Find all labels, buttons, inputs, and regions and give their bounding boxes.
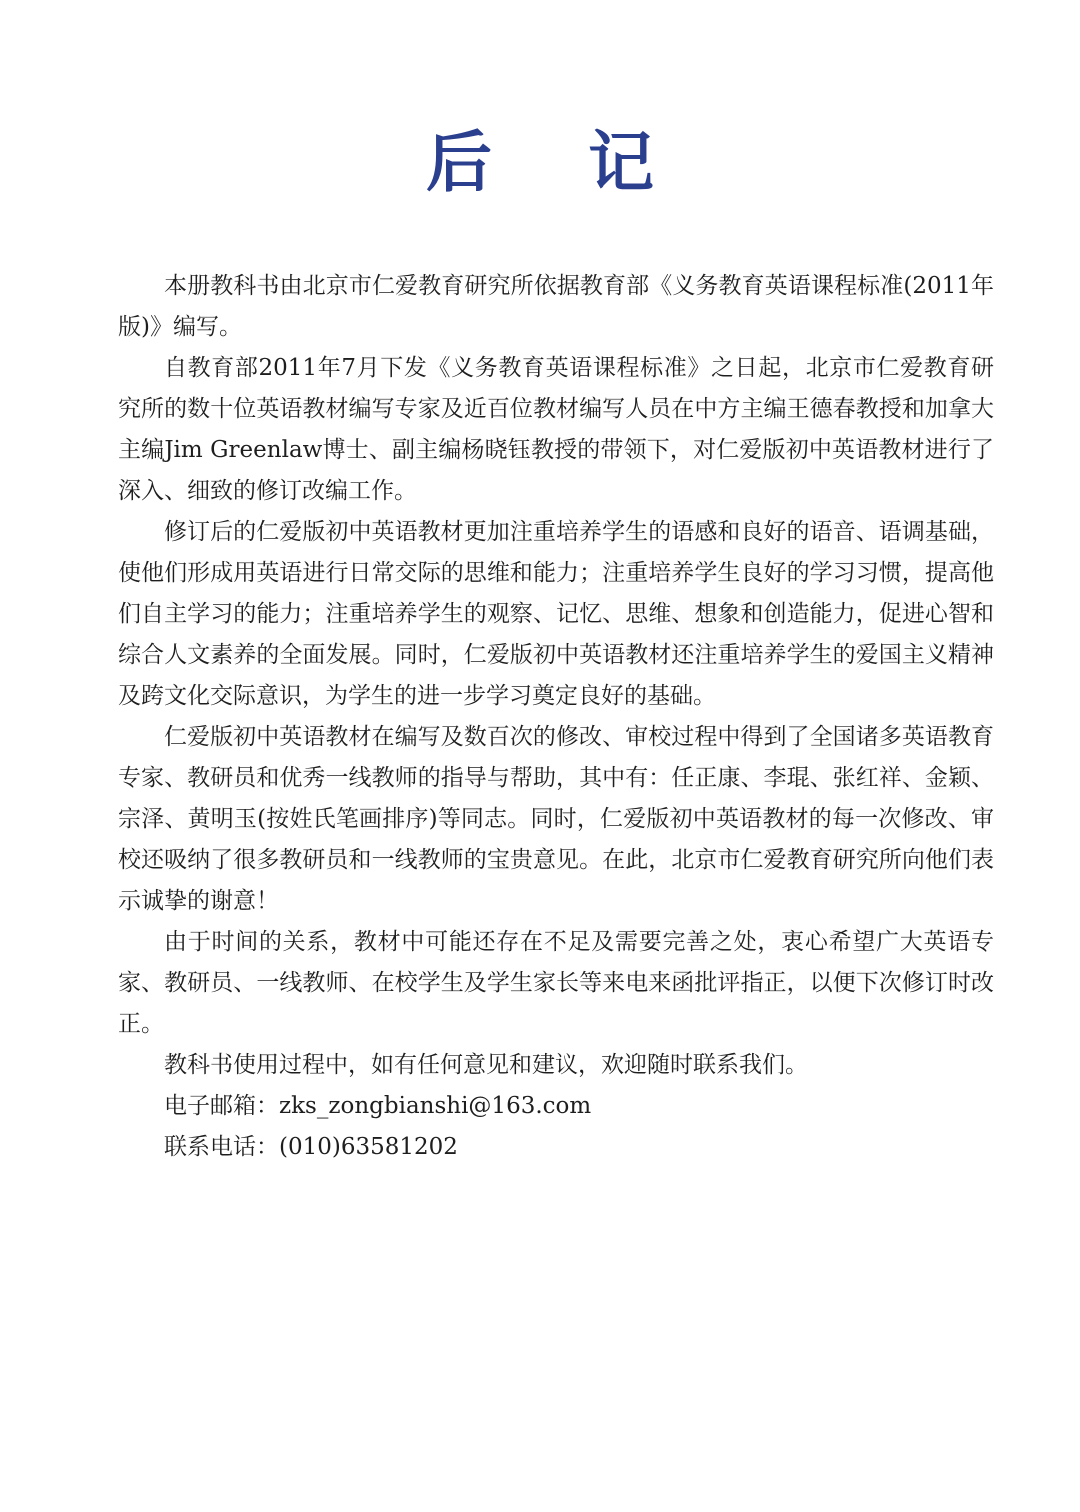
contact-email: 电子邮箱：zks_zongbianshi@163.com (164, 1093, 592, 1119)
paragraph: 自教育部2011年7月下发《义务教育英语课程标准》之日起，北京市仁爱教育研究所的数十位英语教材编写专家及近百位教材编写人员在中方主编王德春教授和加拿大主编Jim Greenlaw博士、副主编杨晓钰教授的带领下，对仁爱版初中英语教材进行了深入、细致的修订改编工作。 (118, 355, 994, 504)
paragraph: 由于时间的关系，教材中可能还存在不足及需要完善之处，衷心希望广大英语专家、教研员、一线教师、在校学生及学生家长等来电来函批评指正，以便下次修订时改正。 (118, 929, 994, 1037)
page-title: 后记 (426, 124, 750, 201)
paragraph: 仁爱版初中英语教材在编写及数百次的修改、审校过程中得到了全国诸多英语教育专家、教研员和优秀一线教师的指导与帮助，其中有：任正康、李琨、张红祥、金颖、宗泽、黄明玉(按姓氏笔画排序)等同志。同时，仁爱版初中英语教材的每一次修改、审校还吸纳了很多教研员和一线教师的宝贵意见。在此，北京市仁爱教育研究所向他们表示诚挚的谢意！ (118, 724, 994, 914)
contact-phone: 联系电话：(010)63581202 (164, 1134, 458, 1160)
paragraph: 本册教科书由北京市仁爱教育研究所依据教育部《义务教育英语课程标准(2011年版)》编写。 (118, 273, 994, 340)
paragraph: 教科书使用过程中，如有任何意见和建议，欢迎随时联系我们。 (164, 1052, 808, 1078)
paragraph: 修订后的仁爱版初中英语教材更加注重培养学生的语感和良好的语音、语调基础，使他们形成用英语进行日常交际的思维和能力；注重培养学生良好的学习习惯，提高他们自主学习的能力；注重培养学生的观察、记忆、思维、想象和创造能力，促进心智和综合人文素养的全面发展。同时，仁爱版初中英语教材还注重培养学生的爱国主义精神及跨文化交际意识，为学生的进一步学习奠定良好的基础。 (118, 519, 994, 709)
afterword-body (118, 266, 994, 1168)
